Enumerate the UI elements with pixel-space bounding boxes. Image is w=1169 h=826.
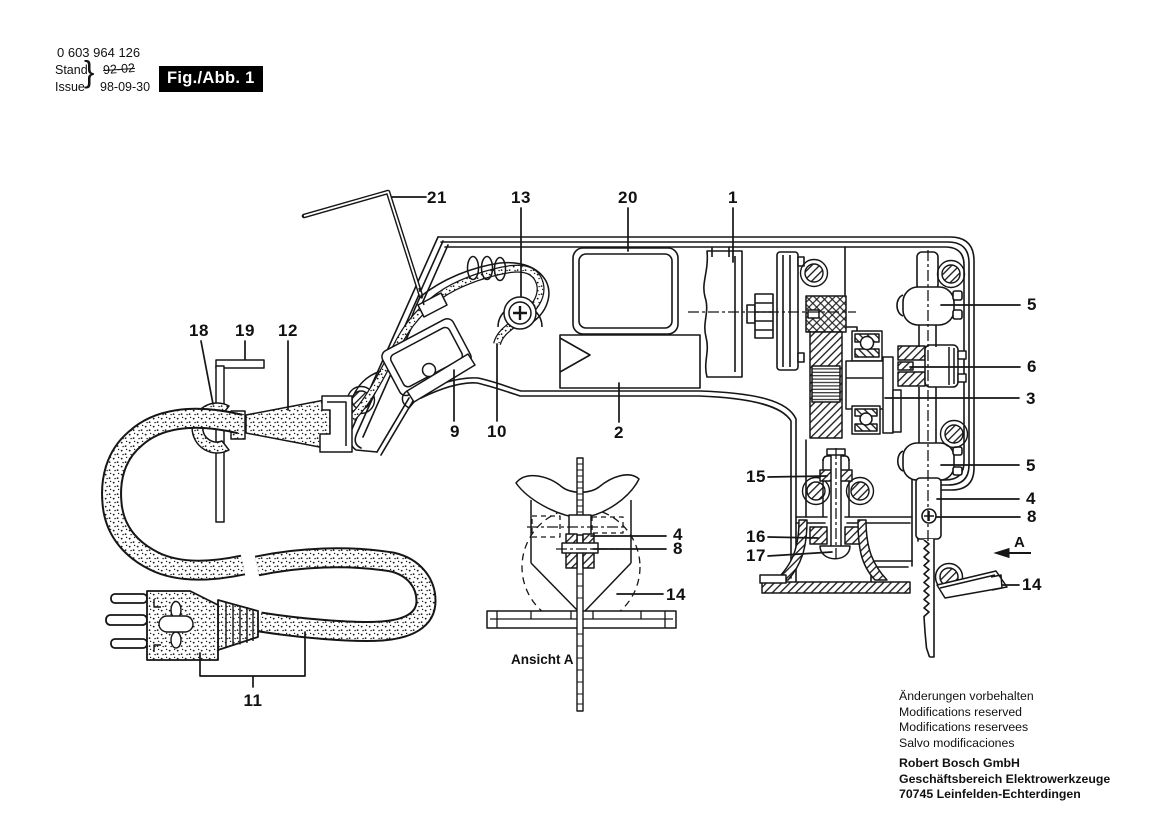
- callout-14-right: 14: [1022, 575, 1042, 594]
- callout-11: 11: [243, 691, 263, 710]
- footer-note: Modifications reservees: [899, 720, 1029, 735]
- issue-label: Issue: [55, 80, 85, 94]
- stand-label: Stand: [55, 63, 88, 77]
- footer-block: [899, 689, 1110, 803]
- issue-value: 98-09-30: [100, 80, 151, 94]
- stand-value: 92-02: [102, 60, 136, 78]
- company-city: 70745 Leinfelden-Echterdingen: [899, 787, 1081, 802]
- brace-glyph: }: [84, 54, 95, 89]
- footer-note: Salvo modificaciones: [899, 736, 1015, 751]
- footer-note: Änderungen vorbehalten: [899, 689, 1034, 703]
- company-division: Geschäftsbereich Elektrowerkzeuge: [899, 771, 1111, 786]
- callout-2: 2: [614, 423, 624, 442]
- company-name: Robert Bosch GmbH: [899, 755, 1020, 770]
- callout-3: 3: [1026, 389, 1036, 408]
- callout-12: 12: [278, 321, 298, 340]
- callout-10: 10: [487, 422, 507, 441]
- motor-assembly: [560, 247, 804, 388]
- view-arrow-label: A: [1014, 534, 1025, 551]
- callout-17: 17: [746, 546, 766, 565]
- callout-4: 4: [1026, 489, 1036, 508]
- view-label: Ansicht A: [511, 652, 574, 667]
- callout-6: 6: [1027, 357, 1037, 376]
- callout-19: 19: [235, 321, 255, 340]
- callout-14-view: 14: [666, 585, 686, 604]
- callout-13: 13: [511, 188, 531, 207]
- callout-16: 16: [746, 527, 766, 546]
- callout-8: 8: [1027, 507, 1037, 526]
- view-direction-arrow: [995, 549, 1031, 558]
- ansicht-a-view: [487, 458, 676, 711]
- callout-8-view: 8: [673, 539, 683, 558]
- figure-badge: Fig./Abb. 1: [159, 66, 263, 92]
- callout-5-bottom: 5: [1026, 456, 1036, 475]
- mains-plug: [106, 591, 258, 660]
- callout-4-view: 4: [673, 525, 683, 544]
- part-number: 0 603 964 126: [57, 45, 141, 60]
- callout-18: 18: [189, 321, 209, 340]
- callout-15: 15: [746, 467, 766, 486]
- callout-9: 9: [450, 422, 460, 441]
- footer-note: Modifications reserved: [899, 704, 1023, 719]
- callout-1: 1: [728, 188, 738, 207]
- callout-21: 21: [427, 188, 447, 207]
- callout-5-top: 5: [1027, 295, 1037, 314]
- callout-20: 20: [618, 188, 638, 207]
